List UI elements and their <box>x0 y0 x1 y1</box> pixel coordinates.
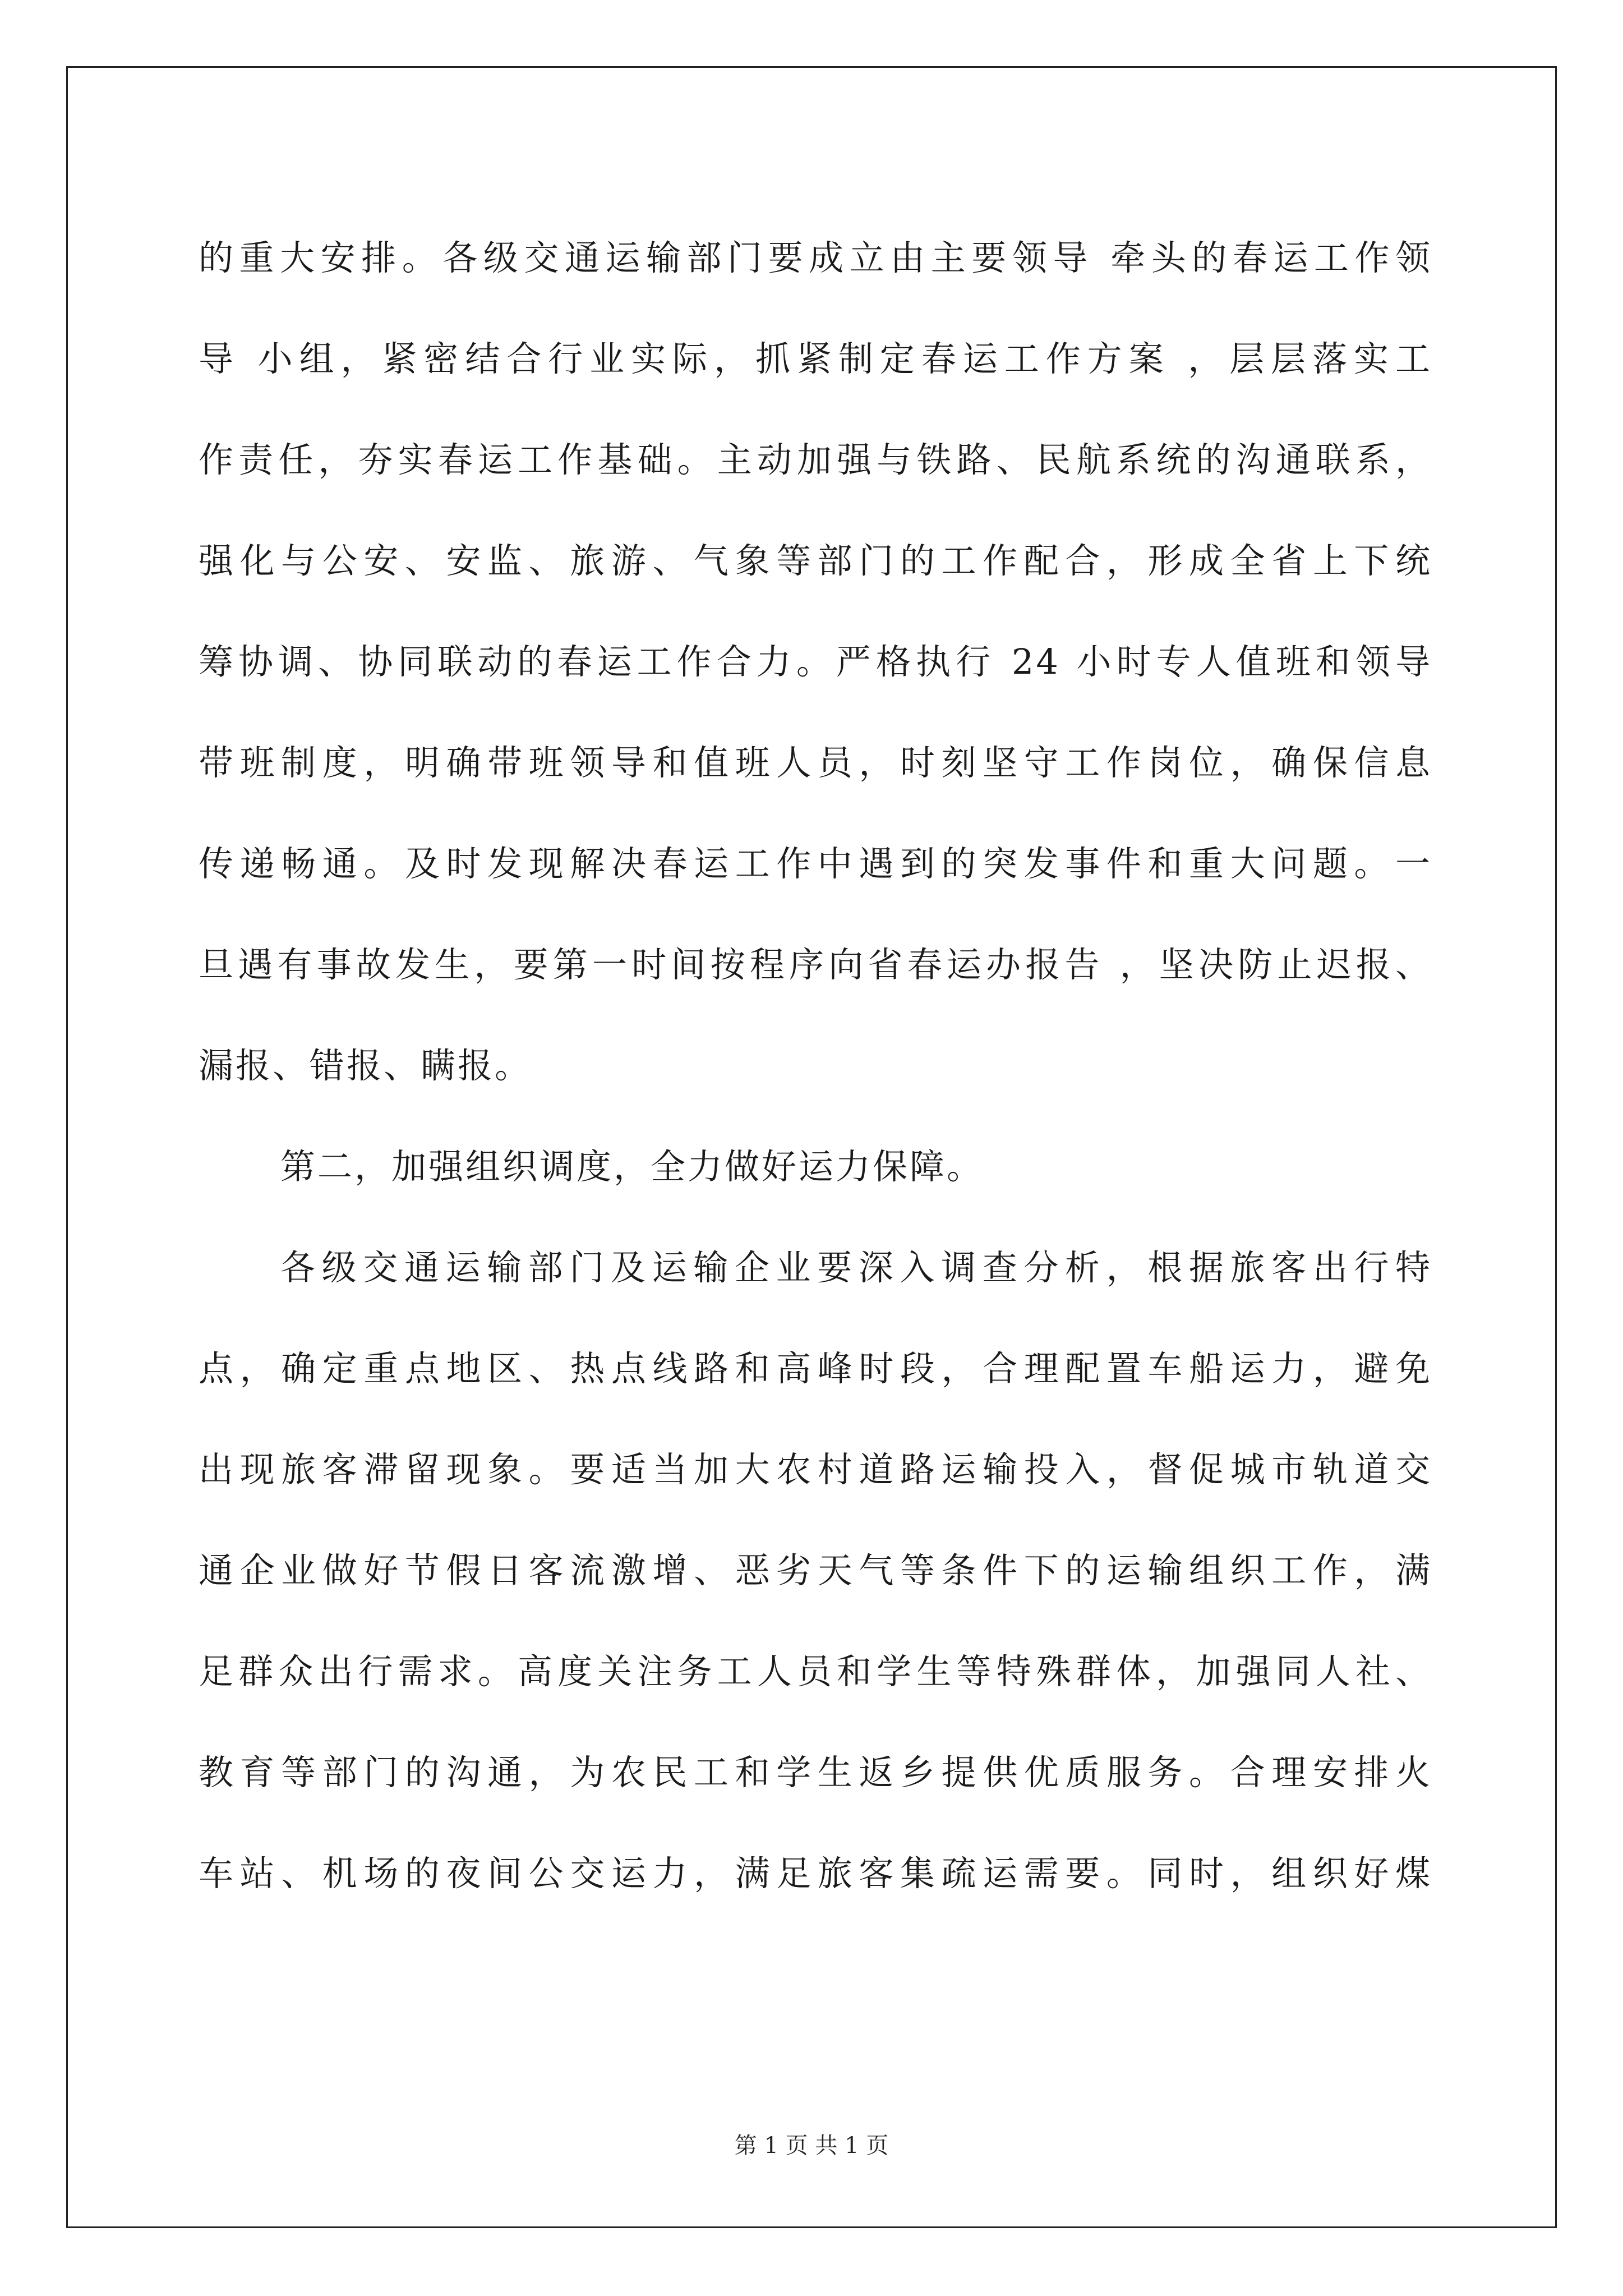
paragraph-line: 导 小组，紧密结合行业实际，抓紧制定春运工作方案 ，层层落实工 <box>199 338 1432 379</box>
paragraph-line: 强化与公安、安监、旅游、气象等部门的工作配合，形成全省上下统 <box>199 540 1432 581</box>
paragraph-line: 作责任，夯实春运工作基础。主动加强与铁路、民航系统的沟通联系， <box>199 439 1432 480</box>
paragraph-line: 传递畅通。及时发现解决春运工作中遇到的突发事件和重大问题。一 <box>199 843 1432 884</box>
paragraph-line: 点，确定重点地区、热点线路和高峰时段，合理配置车船运力，避免 <box>199 1348 1432 1389</box>
paragraph-line: 教育等部门的沟通，为农民工和学生返乡提供优质服务。合理安排火 <box>199 1752 1432 1793</box>
paragraph-line: 出现旅客滞留现象。要适当加大农村道路运输投入，督促城市轨道交 <box>199 1449 1432 1490</box>
paragraph-line: 漏报、错报、瞒报。 <box>199 1045 532 1086</box>
paragraph-line: 带班制度，明确带班领导和值班人员，时刻坚守工作岗位，确保信息 <box>199 742 1432 783</box>
paragraph-line: 筹协调、协同联动的春运工作合力。严格执行 24 小时专人值班和领导 <box>199 641 1432 682</box>
paragraph-line: 通企业做好节假日客流激增、恶劣天气等条件下的运输组织工作，满 <box>199 1550 1432 1591</box>
document-body <box>199 208 1432 1924</box>
paragraph-line: 足群众出行需求。高度关注务工人员和学生等特殊群体，加强同人社、 <box>199 1651 1432 1692</box>
section-heading: 第二，加强组织调度，全力做好运力保障。 <box>280 1146 984 1187</box>
paragraph-line: 旦遇有事故发生，要第一时间按程序向省春运办报告 ，坚决防止迟报、 <box>199 944 1432 985</box>
paragraph-line: 的重大安排。各级交通运输部门要成立由主要领导 牵头的春运工作领 <box>199 237 1432 278</box>
paragraph-line: 各级交通运输部门及运输企业要深入调查分析，根据旅客出行特 <box>280 1247 1432 1288</box>
page-number-footer: 第 1 页 共 1 页 <box>734 2133 889 2159</box>
paragraph-line: 车站、机场的夜间公交运力，满足旅客集疏运需要。同时，组织好煤 <box>199 1853 1432 1894</box>
